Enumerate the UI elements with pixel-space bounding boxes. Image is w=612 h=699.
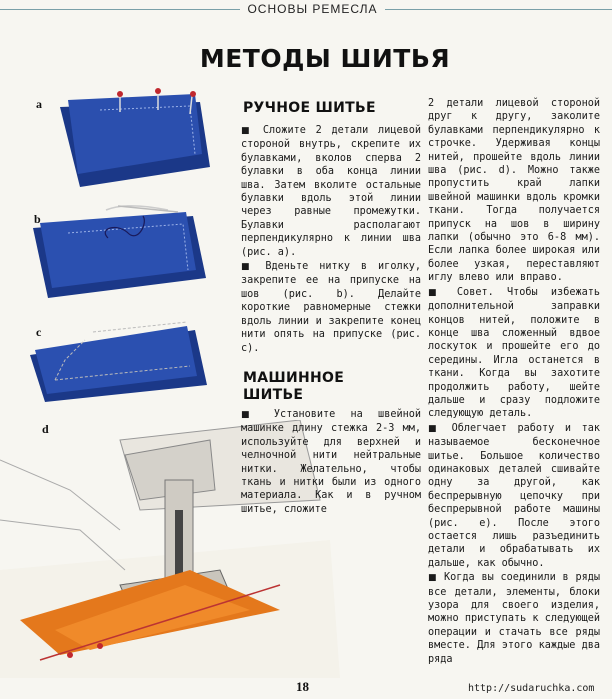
heading-machine-line1: МАШИННОЕ (243, 370, 345, 386)
bullet-square-icon: ■ (428, 423, 441, 434)
illustration-c (25, 310, 215, 410)
page-title: МЕТОДЫ ШИТЬЯ (199, 44, 451, 73)
bullet-square-icon: ■ (428, 573, 438, 584)
machine-sewing-text (241, 408, 421, 517)
bullet-square-icon: ■ (241, 262, 255, 273)
machine-sewing-p1: Установите на швейной машинке длину стежка 2-3 мм, используйте для верхней и челночной нити нейтральные нитки. Желательно, чтобы ткань и нитки были из одного материала. Как и в ручном шитье, сложите (241, 409, 421, 515)
figure-label-c: c (36, 325, 42, 339)
figure-label-a: a (36, 97, 42, 111)
right-p3: Облегчает работу и так называемое бесконечное шитье. Большое количество одинаковых деталей сшивайте одну за другой, как беспрерывную цепочку при беспрерывной работе машины (рис. е). После этого остается лишь разъединить детали и обрабатывать их дальше, как обычно. (428, 422, 601, 569)
heading-machine-sewing (243, 370, 344, 404)
right-p4: Когда вы соединили в ряды все детали, элементы, блоки узора для своего изделия, можно приступать к следующей операции и стачать все ряды вместе. Для этого каждые два ряда (428, 572, 600, 665)
heading-machine-line2: ШИТЬЕ (243, 387, 304, 403)
right-column-text (428, 97, 600, 667)
hand-sewing-p1: Сложите 2 детали лицевой стороной внутрь, скрепите их булавками, вколов сперва 2 булавки в оба конца линии шва. Затем вколите остальные булавки вдоль этой линии через равные промежутки. Булавки располагают перпендикулярно к линии шва (рис. а). (241, 125, 421, 258)
section-title: ОСНОВЫ РЕМЕСЛА (240, 0, 385, 18)
page-header (0, 0, 612, 20)
illustration-b (28, 198, 213, 308)
source-url: http://sudaruchka.com (468, 683, 595, 694)
hand-sewing-text (241, 124, 421, 356)
right-p2: Совет. Чтобы избежать дополнительной заправки концов нитей, положите в конце шва сложенный вдвое лоскуток и прошейте его до середины. Игла останется в ткани. Когда вы захотите продолжить работу, шейте дальше и сразу подложите следующую деталь. (428, 286, 600, 420)
bullet-square-icon: ■ (241, 410, 259, 420)
figure-label-b: b (34, 212, 41, 226)
heading-hand-sewing: РУЧНОЕ ШИТЬЕ (243, 100, 376, 116)
page-number: 18 (296, 679, 309, 694)
illustration-a (50, 82, 220, 192)
hand-sewing-p2: Вденьте нитку в иголку, закрепите ее на припуске на шов (рис. b). Делайте короткие равномерные стежки вдоль линии и закрепите конец нити опять на припуске (рис. с). (241, 261, 421, 354)
bullet-square-icon: ■ (241, 126, 254, 136)
right-p1: 2 детали лицевой стороной друг к другу, заколите булавками перпендикулярно к строчке. Удерживая концы нитей, прошейте вдоль линии шва (рис. d). Можно также пропустить край лапки швейной машинки вдоль кромки ткани. Тогда получается припуск на шов в ширину лапки (обычно это 6-8 мм). Если лапка более широкая или более узкая, переставляют иглу влево или вправо. (428, 98, 600, 284)
bullet-square-icon: ■ (428, 287, 444, 298)
figure-label-d: d (42, 422, 49, 436)
